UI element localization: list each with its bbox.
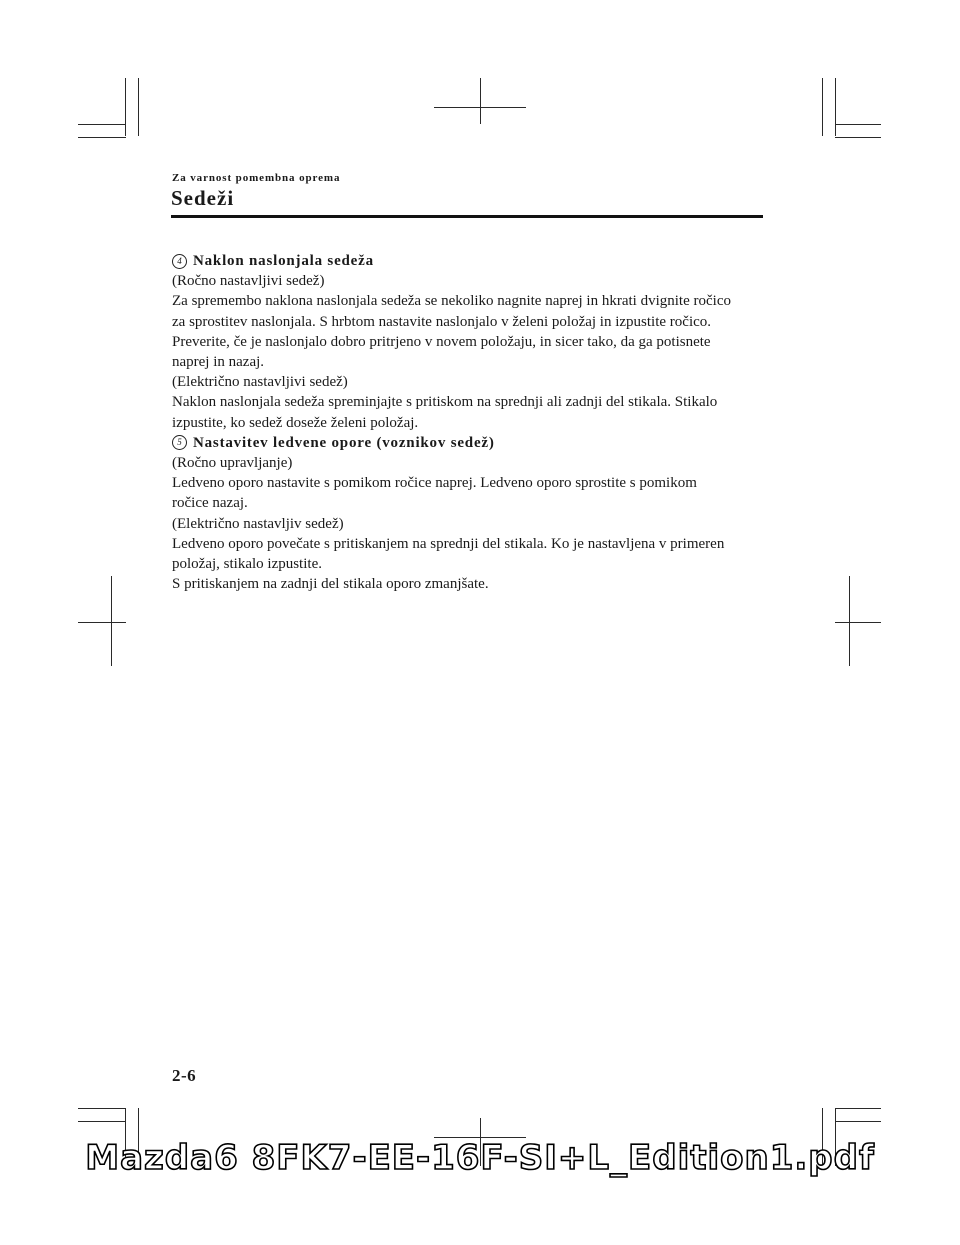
crop-mark <box>138 78 139 136</box>
body-line: za sprostitev naslonjala. S hrbtom nastavite naslonjalo v želeni položaj in izpustite ročico. <box>172 313 712 330</box>
body-line: Ledveno oporo povečate s pritiskanjem na sprednji del stikala. Ko je nastavljena v primeren <box>172 535 725 552</box>
crop-mark <box>111 576 112 666</box>
item-heading-text: Nastavitev ledvene opore (voznikov sedež) <box>193 434 495 451</box>
crop-mark <box>78 137 126 138</box>
crop-mark <box>835 1121 881 1122</box>
body-line: Naklon naslonjala sedeža spreminjajte s pritiskom na sprednji ali zadnji del stikala. Stikalo <box>172 394 718 411</box>
crop-mark <box>835 137 881 138</box>
body-line: (Ročno nastavljivi sedež) <box>172 273 325 290</box>
body-line: naprej in nazaj. <box>172 354 265 371</box>
title-divider <box>171 215 763 218</box>
body-line: Za spremembo naklona naslonjala sedeža se nekoliko nagnite naprej in hkrati dvignite ročico <box>172 293 731 310</box>
item-heading <box>172 433 772 453</box>
crop-mark <box>78 1121 126 1122</box>
section-label: Za varnost pomembna oprema <box>172 172 341 184</box>
crop-mark <box>78 1108 126 1109</box>
item-heading-text: Naklon naslonjala sedeža <box>193 253 374 269</box>
crop-mark <box>835 622 881 623</box>
crop-mark <box>434 107 526 108</box>
circled-number-icon: 5 <box>172 435 187 450</box>
circled-number-icon: 4 <box>172 254 187 269</box>
crop-mark <box>835 1108 881 1109</box>
crop-mark <box>78 622 126 623</box>
body-line: (Električno nastavljiv sedež) <box>172 515 344 532</box>
page-content <box>172 251 772 594</box>
crop-mark <box>78 124 126 125</box>
crop-mark <box>849 576 850 666</box>
body-line: (Ročno upravljanje) <box>172 455 293 472</box>
crop-mark <box>835 78 836 136</box>
body-line: položaj, stikalo izpustite. <box>172 556 322 573</box>
body-line: S pritiskanjem na zadnji del stikala oporo zmanjšate. <box>172 576 489 593</box>
body-line: Preverite, če je naslonjalo dobro pritrjeno v novem položaju, in sicer tako, da ga potisnete <box>172 333 711 350</box>
crop-mark <box>822 78 823 136</box>
body-line: izpustite, ko sedež doseže želeni položaj. <box>172 414 419 431</box>
crop-mark <box>835 124 881 125</box>
watermark-filename: Mazda6 8FK7-EE-16F-SI+L_Edition1.pdf <box>85 1138 875 1178</box>
body-line: Ledveno oporo nastavite s pomikom ročice naprej. Ledveno oporo sprostite s pomikom <box>172 475 697 492</box>
page-title: Sedeži <box>171 186 235 210</box>
crop-mark <box>480 78 481 124</box>
crop-mark <box>125 78 126 136</box>
body-line: ročice nazaj. <box>172 495 248 512</box>
page-number: 2-6 <box>172 1066 197 1085</box>
item-heading <box>172 251 772 271</box>
body-line: (Električno nastavljivi sedež) <box>172 374 348 391</box>
